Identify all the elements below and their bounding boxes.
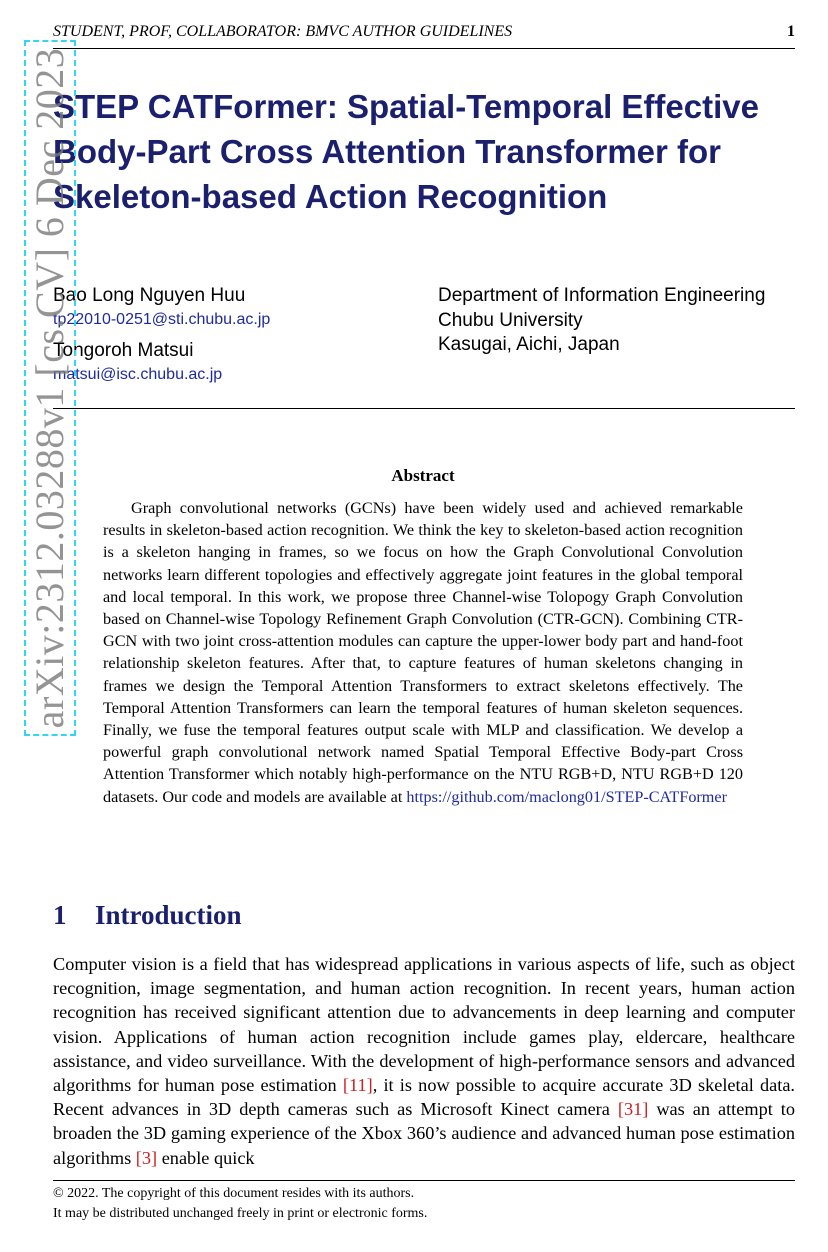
author-name: Bao Long Nguyen Huu: [53, 285, 246, 306]
abstract-heading: Abstract: [391, 466, 455, 485]
arxiv-stamp: arXiv:2312.03288v1 [cs.CV] 6 Dec 2023: [27, 47, 72, 729]
page-number: 1: [787, 23, 795, 40]
intro-paragraph: [53, 952, 795, 1170]
citation-link[interactable]: [31]: [617, 1099, 649, 1120]
abstract-body: Graph convolutional networks (GCNs) have been widely used and achieved remarkable results in skeleton-based action recognition. We think the key to skeleton-based action recognition is a skeleton hanging in frames, so we focus on how the Graph Convolutional Convolution networks learn different topologies and effectively aggregate joint features in the global temporal and local temporal. In this work, we propose three Channel-wise Tolopogy Graph Convolution based on Channel-wise Topology Refinement Graph Convolution (CTR-GCN). Combining CTR-GCN with two joint cross-attention modules can capture the upper-lower body part and hand-foot relationship skeleton features. After that, to capture features of human skeletons changing in frames we design the Temporal Attention Transformers to extract skeletons effectively. The Temporal Attention Transformers can learn the temporal features of human skeleton sequences. Finally, we fuse the temporal features output scale with MLP and classification. We develop a powerful graph convolutional network named Spatial Temporal Effective Body-part Cross Attention Transformer which notably high-performance on the NTU RGB+D, NTU RGB+D 120 datasets. Our code and models are available at: [103, 499, 743, 806]
intro-text: enable quick: [161, 1147, 255, 1168]
intro-text: Computer vision is a field that has widespread applications in various aspects of life, such as object recognition, image segmentation, and human action recognition. In recent years, human action recognition has received significant attention due to advancements in deep learning and computer vision. Applications of human action recognition include games play, eldercare, healthcare assistance, and video surveillance. With the development of high-performance sensors and advanced algorithms for human pose estimation: [53, 954, 795, 1096]
affiliation-department: Department of Information Engineering: [438, 285, 766, 306]
abstract-text: [103, 497, 743, 808]
author-email[interactable]: tp22010-0251@sti.chubu.ac.jp: [53, 311, 271, 328]
code-link[interactable]: https://github.com/maclong01/STEP-CATFormer: [406, 787, 727, 806]
author-email[interactable]: matsui@isc.chubu.ac.jp: [53, 366, 223, 383]
section-title: Introduction: [95, 900, 242, 930]
footer: [53, 1184, 795, 1224]
affiliation: [438, 284, 798, 358]
author-name: Tongoroh Matsui: [53, 340, 194, 361]
distribution-notice: It may be distributed unchanged freely in print or electronic forms.: [53, 1206, 428, 1221]
footer-divider: [53, 1180, 795, 1181]
citation-link[interactable]: [3]: [135, 1147, 158, 1168]
intro-text: , it is now possible to acquire accurate 3D skeletal data. Recent advances in 3D depth cameras such as Microsoft Kinect camera: [53, 1075, 796, 1120]
affiliation-university: Chubu University: [438, 309, 583, 331]
author-block: [53, 284, 433, 394]
intro-text: was an attempt to broaden the 3D gaming experience of the Xbox 360’s audience and advanced human pose estimation algorithms: [53, 1099, 795, 1168]
section-number: 1: [53, 900, 67, 930]
running-head-text: STUDENT, PROF, COLLABORATOR: BMVC AUTHOR GUIDELINES: [53, 23, 513, 40]
author-divider: [53, 408, 795, 409]
running-head: [53, 22, 795, 49]
citation-link[interactable]: [11]: [342, 1075, 373, 1096]
affiliation-location: Kasugai, Aichi, Japan: [438, 334, 620, 355]
copyright-notice: © 2022. The copyright of this document resides with its authors.: [53, 1186, 415, 1201]
paper-title: STEP CATFormer: Spatial-Temporal Effective Body-Part Cross Attention Transformer for Skeleton-based Action Recognition: [53, 88, 759, 215]
section-heading: [53, 897, 242, 933]
